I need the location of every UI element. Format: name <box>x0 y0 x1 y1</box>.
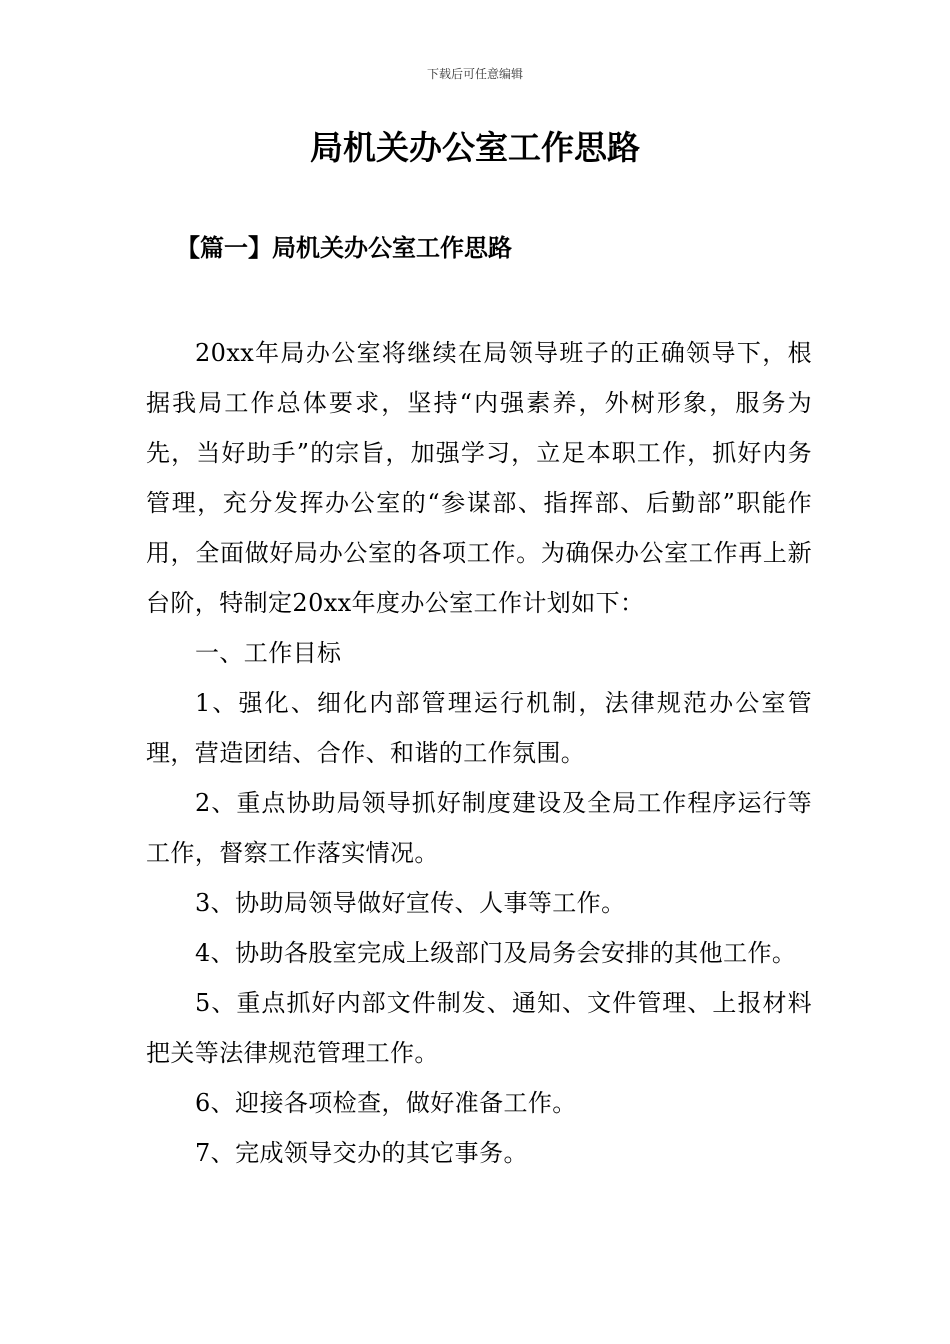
goal-item-7: 7、完成领导交办的其它事务。 <box>195 1139 528 1167</box>
goal-item-6: 6、迎接各项检查，做好准备工作。 <box>195 1089 577 1117</box>
goal-item-1: 1、强化、细化内部管理运行机制，法律规范办公室管理，营造团结、合作、和谐的工作氛围。 <box>146 689 812 767</box>
goals-heading: 一、工作目标 <box>195 639 342 667</box>
header-note: 下载后可任意编辑 <box>426 67 523 81</box>
document-title: 局机关办公室工作思路 <box>310 128 640 167</box>
goal-item-2: 2、重点协助局领导抓好制度建设及全局工作程序运行等工作，督察工作落实情况。 <box>146 789 812 867</box>
goal-item-5: 5、重点抓好内部文件制发、通知、文件管理、上报材料把关等法律规范管理工作。 <box>146 989 812 1067</box>
section-heading: 【篇一】局机关办公室工作思路 <box>176 233 512 262</box>
goal-item-3: 3、协助局领导做好宣传、人事等工作。 <box>195 889 626 917</box>
goal-item-4: 4、协助各股室完成上级部门及局务会安排的其他工作。 <box>195 939 797 967</box>
intro-paragraph: 20xx年局办公室将继续在局领导班子的正确领导下，根据我局工作总体要求，坚持“内强素养，外树形象，服务为先，当好助手”的宗旨，加强学习，立足本职工作，抓好内务管理，充分发挥办公室的“参谋部、指挥部、后勤部”职能作用，全面做好局办公室的各项工作。为确保办公室工作再上新台阶，特制定20xx年度办公室工作计划如下： <box>146 339 812 617</box>
document-body <box>146 328 812 1178</box>
